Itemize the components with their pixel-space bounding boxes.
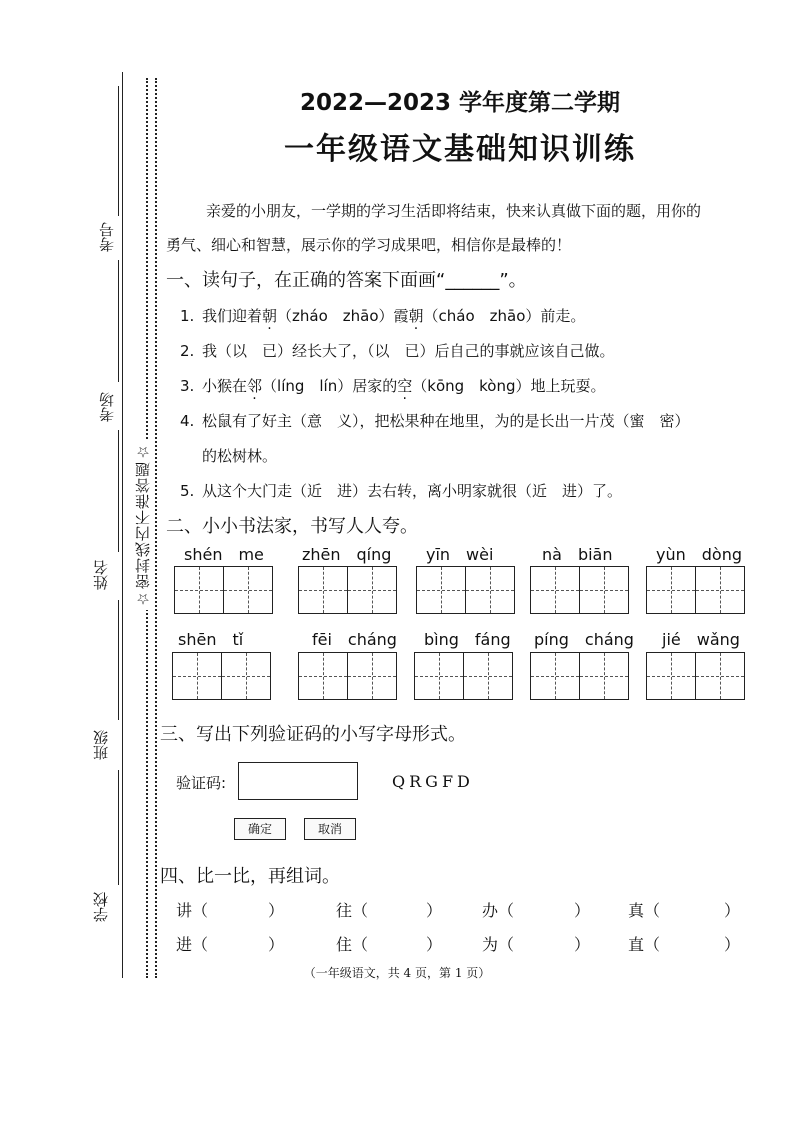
- page-title: 一年级语文基础知识训练: [284, 132, 636, 167]
- paren-close: ）: [724, 901, 741, 920]
- paren-close: ）: [268, 901, 285, 920]
- compare-char: 为（: [482, 935, 515, 954]
- question-1-4: [180, 410, 690, 431]
- paren-close: ）: [426, 901, 443, 920]
- marked-char: 朝: [408, 307, 424, 325]
- writing-grid[interactable]: [298, 652, 397, 700]
- q-text: 小猴在: [202, 377, 248, 395]
- marked-char: 空: [397, 377, 413, 395]
- class-label: 班级: [92, 730, 110, 760]
- q-text: 我（以 已）经长大了，（以 已）后自己的事就应该自己做。: [202, 342, 615, 360]
- writing-grid[interactable]: [530, 652, 629, 700]
- q-number: 1.: [180, 307, 195, 325]
- q-text: 从这个大门走（近 进）去右转，离小明家就很（近 进）了。: [202, 482, 623, 500]
- q-number: 5.: [180, 482, 195, 500]
- writing-grid[interactable]: [646, 652, 745, 700]
- writing-grid[interactable]: [646, 566, 745, 614]
- q-text: （zháo zhāo）霞: [277, 307, 409, 325]
- pinyin-label: píng cháng: [534, 630, 634, 649]
- marked-char: 邻: [247, 377, 263, 395]
- pinyin-label: jié wǎng: [662, 630, 740, 649]
- pinyin-label: yùn dòng: [656, 545, 742, 564]
- exam-number-line: [118, 86, 119, 216]
- binding-line-outer: [122, 72, 123, 978]
- captcha-text: QRGFD: [392, 772, 474, 791]
- section-2-heading: 二、小小书法家，书写人人夸。: [166, 516, 418, 537]
- pinyin-label: shén me: [184, 545, 264, 564]
- q-number: 2.: [180, 342, 195, 360]
- paren-close: ）: [574, 935, 591, 954]
- section-1-heading: 一、读句子，在正确的答案下面画“______”。: [166, 270, 527, 291]
- captcha-label: 验证码:: [176, 774, 227, 792]
- question-1-2: [180, 340, 615, 361]
- q-text: （líng lín）居家的: [262, 377, 398, 395]
- name-label: 姓名: [92, 560, 110, 590]
- pinyin-label: zhēn qíng: [302, 545, 392, 564]
- seal-line-notice: ☆密封线内不准答题☆: [134, 442, 152, 608]
- confirm-button[interactable]: 确定: [234, 818, 286, 840]
- compare-char: 往（: [336, 901, 369, 920]
- q-text: （kōng kòng）地上玩耍。: [412, 377, 606, 395]
- question-1-4-cont: 的松树林。: [202, 447, 278, 465]
- section-4-heading: 四、比一比，再组词。: [160, 866, 340, 887]
- writing-grid[interactable]: [172, 652, 271, 700]
- paren-close: ）: [268, 935, 285, 954]
- school-label: 学校: [92, 892, 110, 922]
- writing-grid[interactable]: [530, 566, 629, 614]
- writing-grid[interactable]: [416, 566, 515, 614]
- page-footer: （一年级语文，共 4 页，第 1 页）: [303, 966, 491, 980]
- marked-char: 朝: [262, 307, 278, 325]
- class-line: [118, 600, 119, 720]
- paren-close: ）: [574, 901, 591, 920]
- intro-line-2: 勇气、细心和智慧，展示你的学习成果吧，相信你是最棒的！: [166, 236, 572, 254]
- paren-close: ）: [426, 935, 443, 954]
- term-heading: 2022—2023 学年度第二学期: [299, 90, 621, 116]
- paren-close: ）: [724, 935, 741, 954]
- compare-char: 直（: [628, 935, 661, 954]
- question-1-3: [180, 375, 606, 396]
- exam-number-label: 考号: [98, 222, 116, 252]
- pinyin-label: yīn wèi: [426, 545, 494, 564]
- exam-room-label: 考场: [98, 392, 116, 422]
- binding-dots-2: [155, 78, 157, 978]
- section-3-heading: 三、写出下列验证码的小写字母形式。: [160, 724, 466, 745]
- q-text: （cháo zhāo）前走。: [423, 307, 586, 325]
- captcha-input[interactable]: [238, 762, 358, 800]
- q-number: 4.: [180, 412, 195, 430]
- compare-char: 讲（: [176, 901, 209, 920]
- q-text: 我们迎着: [202, 307, 263, 325]
- writing-grid[interactable]: [298, 566, 397, 614]
- pinyin-label: shēn tǐ: [178, 630, 244, 649]
- name-line: [118, 430, 119, 552]
- q-text: 松鼠有了好主（意 义），把松果种在地里，为的是长出一片茂（蜜 密）: [202, 412, 690, 430]
- compare-char: 办（: [482, 901, 515, 920]
- compare-char: 住（: [336, 935, 369, 954]
- q-number: 3.: [180, 377, 195, 395]
- writing-grid[interactable]: [174, 566, 273, 614]
- pinyin-label: nà biān: [542, 545, 613, 564]
- intro-line-1: 亲爱的小朋友，一学期的学习生活即将结束，快来认真做下面的题，用你的: [206, 202, 702, 220]
- exam-room-line: [118, 260, 119, 382]
- pinyin-label: fēi cháng: [312, 630, 397, 649]
- school-line: [118, 770, 119, 885]
- writing-grid[interactable]: [414, 652, 513, 700]
- question-1-5: [180, 480, 622, 501]
- pinyin-label: bìng fáng: [424, 630, 511, 649]
- compare-char: 进（: [176, 935, 209, 954]
- question-1-1: [180, 305, 585, 326]
- compare-char: 真（: [628, 901, 661, 920]
- cancel-button[interactable]: 取消: [304, 818, 356, 840]
